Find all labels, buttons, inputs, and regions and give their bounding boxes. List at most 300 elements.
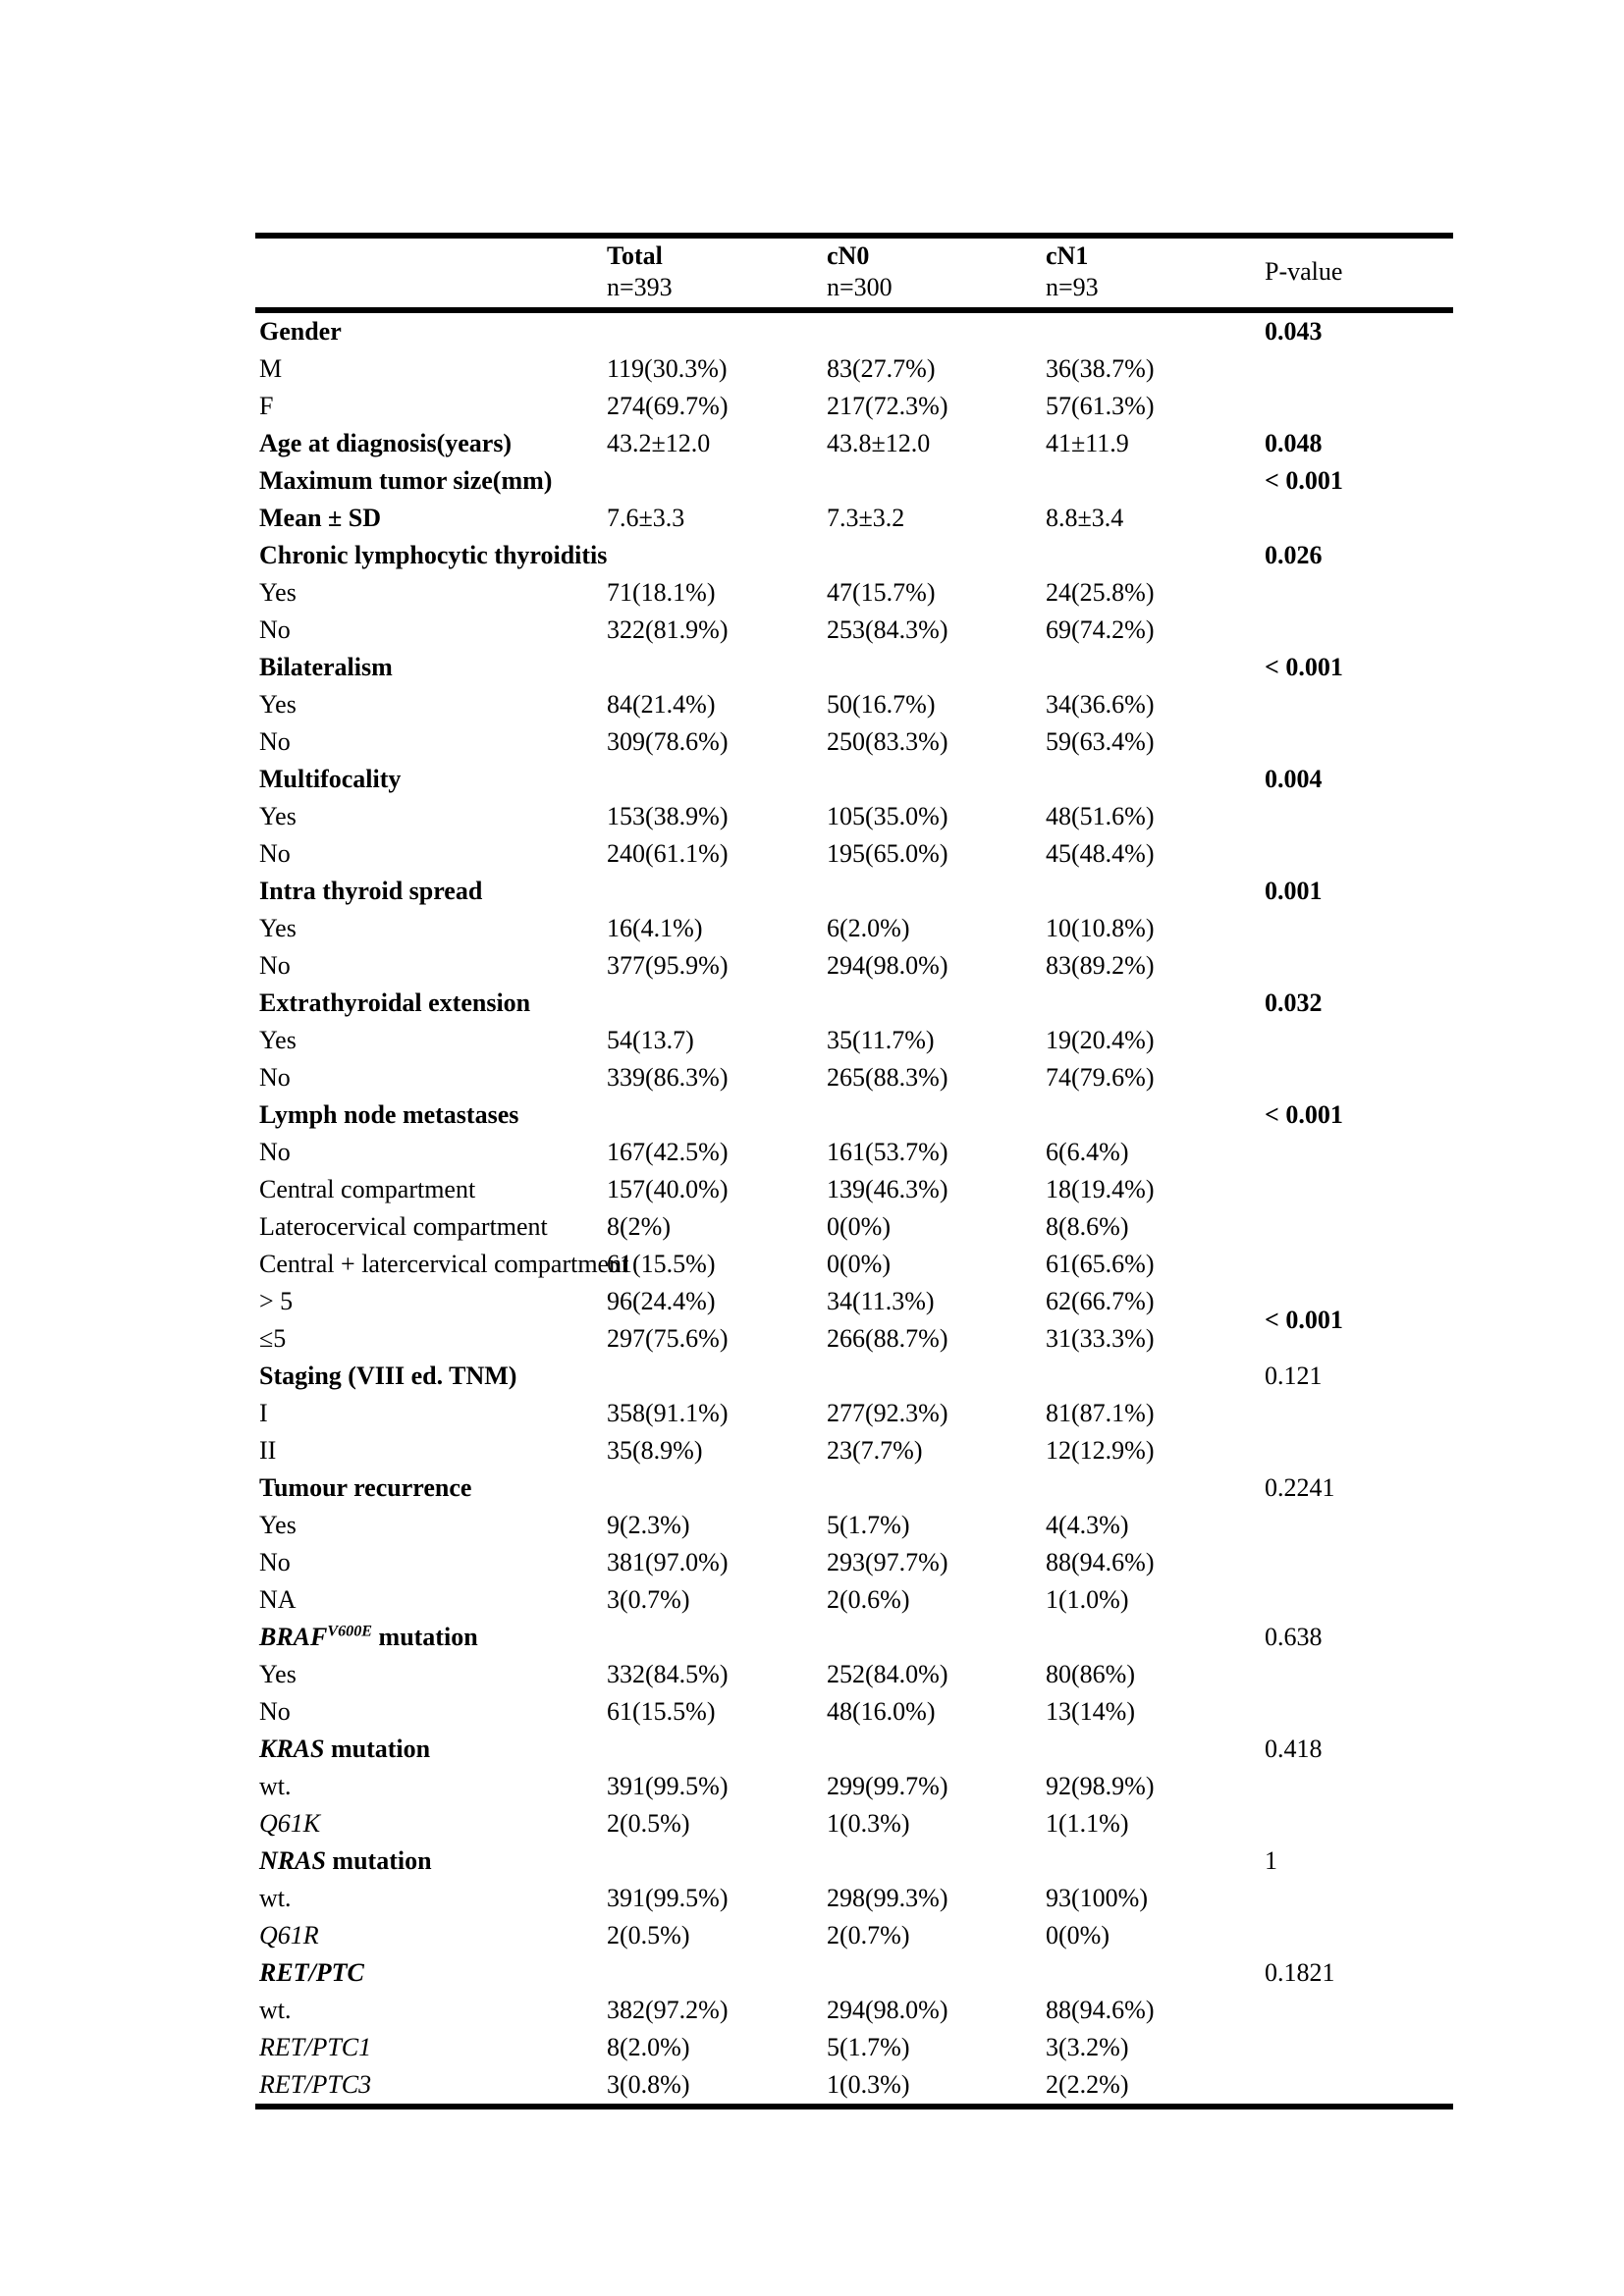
cell-p-value: [1265, 910, 1453, 947]
table-row: [255, 1134, 1453, 1171]
cell-p-value: [1265, 612, 1453, 649]
cell-total: 61(15.5%): [607, 1250, 716, 1278]
table-row: [255, 1805, 1453, 1842]
cell-total: 2(0.5%): [607, 1809, 690, 1838]
row-label: [255, 1507, 607, 1544]
cell-cn1: 31(33.3%): [1046, 1324, 1155, 1353]
row-label-text: Yes: [259, 1026, 297, 1054]
row-label: [255, 947, 607, 985]
row-label-text: wt.: [259, 1996, 292, 2024]
row-label-text: No: [259, 1063, 291, 1092]
cell-total: [607, 1954, 827, 1992]
cell-cn1: 6(6.4%): [1046, 1138, 1129, 1166]
cell-cn0: 1(0.3%): [827, 1809, 910, 1838]
cell-p-value: 0.1821: [1265, 1958, 1335, 1987]
cell-p-value: [1265, 1581, 1453, 1619]
row-label-text: Yes: [259, 914, 297, 942]
cell-cn0: [827, 985, 1046, 1022]
row-label: [255, 1469, 607, 1507]
cell-cn0: 34(11.3%): [827, 1287, 935, 1315]
cell-p-value: [1265, 1544, 1453, 1581]
cell-cn1: 8.8±3.4: [1046, 504, 1124, 532]
cell-cn1: 81(87.1%): [1046, 1399, 1155, 1427]
cell-total: [607, 1731, 827, 1768]
row-label-text: No: [259, 727, 291, 756]
cell-p-value: [1265, 1693, 1453, 1731]
row-label: [255, 350, 607, 388]
table-header: [255, 236, 1453, 310]
cell-total: [607, 1842, 827, 1880]
cell-cn0: 47(15.7%): [827, 578, 936, 607]
row-label: [255, 1059, 607, 1096]
row-label-text: Staging (VIII ed. TNM): [259, 1362, 517, 1390]
row-label: [255, 1358, 607, 1395]
row-label: [255, 537, 607, 574]
cell-total: 9(2.3%): [607, 1511, 690, 1539]
table-row: [255, 1656, 1453, 1693]
cell-p-value: [1265, 350, 1453, 388]
cell-cn0: 2(0.7%): [827, 1921, 910, 1949]
row-label: [255, 1320, 607, 1358]
table-row: [255, 947, 1453, 985]
cell-cn1: [1046, 1731, 1265, 1768]
header-cn1-n: n=93: [1046, 273, 1099, 301]
cell-total: 382(97.2%): [607, 1996, 729, 2024]
row-label-text: NRAS: [259, 1846, 326, 1875]
cell-total: 339(86.3%): [607, 1063, 729, 1092]
cell-cn1: 59(63.4%): [1046, 727, 1155, 756]
cell-cn1: 1(1.0%): [1046, 1585, 1129, 1614]
cell-cn1: 61(65.6%): [1046, 1250, 1155, 1278]
cell-cn1: [1046, 462, 1265, 500]
cell-cn0: 7.3±3.2: [827, 504, 905, 532]
clinical-characteristics-table: [255, 233, 1453, 2109]
cell-cn1: [1046, 537, 1265, 574]
row-label-text: Lymph node metastases: [259, 1100, 519, 1129]
cell-cn0: [827, 761, 1046, 798]
cell-cn1: 18(19.4%): [1046, 1175, 1155, 1203]
cell-p-value: [1265, 1246, 1453, 1283]
cell-cn0: [827, 1731, 1046, 1768]
row-label-text: RET/PTC1: [259, 2033, 372, 2061]
cell-total: [607, 985, 827, 1022]
row-label: [255, 910, 607, 947]
row-label-text: No: [259, 615, 291, 644]
cell-cn1: 62(66.7%): [1046, 1287, 1155, 1315]
cell-p-value: 0.026: [1265, 541, 1323, 569]
cell-cn0: 294(98.0%): [827, 951, 948, 980]
cell-total: 96(24.4%): [607, 1287, 716, 1315]
table-row: [255, 2066, 1453, 2107]
row-label: [255, 310, 607, 350]
cell-p-value: [1265, 1432, 1453, 1469]
row-label-text: KRAS: [259, 1735, 325, 1763]
row-label: [255, 2029, 607, 2066]
table-row: [255, 1842, 1453, 1880]
cell-total: 7.6±3.3: [607, 504, 685, 532]
cell-cn0: 1(0.3%): [827, 2070, 910, 2099]
cell-cn1: 83(89.2%): [1046, 951, 1155, 980]
row-label: [255, 1096, 607, 1134]
cell-cn1: [1046, 1619, 1265, 1656]
table-row: [255, 1096, 1453, 1134]
row-label: [255, 1134, 607, 1171]
table-row: [255, 1059, 1453, 1096]
cell-cn0: 5(1.7%): [827, 1511, 910, 1539]
cell-p-value: 0.004: [1265, 765, 1323, 793]
cell-cn1: 2(2.2%): [1046, 2070, 1129, 2099]
cell-cn1: 0(0%): [1046, 1921, 1110, 1949]
cell-p-value: [1265, 2029, 1453, 2066]
table-row: [255, 2029, 1453, 2066]
row-label-text: II: [259, 1436, 277, 1465]
cell-total: [607, 1096, 827, 1134]
cell-p-value: [1265, 1992, 1453, 2029]
row-label: [255, 574, 607, 612]
cell-cn0: 23(7.7%): [827, 1436, 923, 1465]
row-label-text: > 5: [259, 1287, 294, 1315]
cell-total: 332(84.5%): [607, 1660, 729, 1688]
row-label-text: wt.: [259, 1884, 292, 1912]
cell-cn0: [827, 310, 1046, 350]
row-label-text: I: [259, 1399, 268, 1427]
table-row: [255, 537, 1453, 574]
cell-p-value: [1265, 1395, 1453, 1432]
cell-cn0: 0(0%): [827, 1250, 891, 1278]
row-label: [255, 1022, 607, 1059]
row-label: [255, 1805, 607, 1842]
cell-cn0: 294(98.0%): [827, 1996, 948, 2024]
cell-total: 240(61.1%): [607, 839, 729, 868]
cell-total: [607, 310, 827, 350]
header-empty-cell: [255, 236, 607, 310]
cell-p-value: 0.043: [1265, 317, 1323, 346]
table-row: [255, 1619, 1453, 1656]
cell-p-value: 0.418: [1265, 1735, 1323, 1763]
header-row: [255, 236, 1453, 310]
cell-cn0: [827, 1954, 1046, 1992]
header-total: [607, 236, 827, 310]
cell-cn0: 43.8±12.0: [827, 429, 931, 457]
cell-total: 54(13.7): [607, 1026, 694, 1054]
cell-total: 8(2%): [607, 1212, 671, 1241]
row-label-text: No: [259, 1697, 291, 1726]
row-label: [255, 686, 607, 723]
cell-cn0: 293(97.7%): [827, 1548, 948, 1576]
header-cn0-n: n=300: [827, 273, 893, 301]
cell-total: 8(2.0%): [607, 2033, 690, 2061]
cell-cn0: 161(53.7%): [827, 1138, 948, 1166]
table-row: [255, 388, 1453, 425]
row-label-text: Multifocality: [259, 765, 402, 793]
cell-cn1: 93(100%): [1046, 1884, 1148, 1912]
header-cn1-label: cN1: [1046, 241, 1089, 270]
cell-p-value: [1265, 1656, 1453, 1693]
cell-cn0: 265(88.3%): [827, 1063, 948, 1092]
cell-cn1: 10(10.8%): [1046, 914, 1155, 942]
cell-cn1: 24(25.8%): [1046, 578, 1155, 607]
cell-cn1: 74(79.6%): [1046, 1063, 1155, 1092]
cell-cn0: 105(35.0%): [827, 802, 948, 830]
cell-cn1: [1046, 1954, 1265, 1992]
row-label: [255, 388, 607, 425]
cell-p-value: [1265, 798, 1453, 835]
cell-total: [607, 462, 827, 500]
cell-cn0: 298(99.3%): [827, 1884, 948, 1912]
cell-total: [607, 873, 827, 910]
cell-cn1: 34(36.6%): [1046, 690, 1155, 719]
cell-cn0: [827, 1358, 1046, 1395]
row-label: [255, 835, 607, 873]
row-label: [255, 1731, 607, 1768]
row-label-text: Maximum tumor size(mm): [259, 466, 553, 495]
table-row: [255, 462, 1453, 500]
row-label: [255, 1768, 607, 1805]
row-label: [255, 1693, 607, 1731]
table-row: [255, 1992, 1453, 2029]
table-row: [255, 1880, 1453, 1917]
row-label: [255, 649, 607, 686]
cell-total: [607, 1469, 827, 1507]
row-label: [255, 1917, 607, 1954]
table-row: [255, 574, 1453, 612]
cell-p-value: 0.638: [1265, 1623, 1323, 1651]
cell-cn1: [1046, 873, 1265, 910]
row-label: [255, 1581, 607, 1619]
row-label: [255, 1171, 607, 1208]
cell-p-value: [1265, 1059, 1453, 1096]
row-label: [255, 798, 607, 835]
row-label-text: No: [259, 951, 291, 980]
table-row: [255, 910, 1453, 947]
cell-cn0: 250(83.3%): [827, 727, 948, 756]
cell-cn1: [1046, 649, 1265, 686]
row-label: [255, 612, 607, 649]
cell-p-value: 0.2241: [1265, 1473, 1335, 1502]
cell-p-value: [1265, 947, 1453, 985]
cell-cn0: 5(1.7%): [827, 2033, 910, 2061]
cell-p-value: [1265, 1134, 1453, 1171]
cell-total: 322(81.9%): [607, 615, 729, 644]
table-row: [255, 1693, 1453, 1731]
cell-cn0: [827, 462, 1046, 500]
cell-cn0: [827, 1096, 1046, 1134]
cell-p-value: 0.001: [1265, 877, 1323, 905]
cell-cn1: 13(14%): [1046, 1697, 1135, 1726]
cell-total: 2(0.5%): [607, 1921, 690, 1949]
cell-total: 153(38.9%): [607, 802, 729, 830]
cell-cn0: 266(88.7%): [827, 1324, 948, 1353]
row-label-text: RET/PTC: [259, 1958, 364, 1987]
cell-cn1: 92(98.9%): [1046, 1772, 1155, 1800]
cell-total: 119(30.3%): [607, 354, 728, 383]
table-row: [255, 1358, 1453, 1395]
table-row: [255, 425, 1453, 462]
cell-total: [607, 649, 827, 686]
table-row: [255, 1432, 1453, 1469]
table-row: [255, 1768, 1453, 1805]
cell-p-value: 0.048: [1265, 429, 1323, 457]
cell-cn1: [1046, 761, 1265, 798]
cell-cn0: 139(46.3%): [827, 1175, 948, 1203]
cell-cn0: 217(72.3%): [827, 392, 948, 420]
table-body: [255, 310, 1453, 2107]
row-label: [255, 985, 607, 1022]
row-label-text: Q61R: [259, 1921, 319, 1949]
row-label-text: Mean ± SD: [259, 504, 382, 532]
row-label: [255, 500, 607, 537]
cell-p-value: [1265, 2066, 1453, 2107]
cell-cn0: 252(84.0%): [827, 1660, 948, 1688]
cell-p-value: 1: [1265, 1846, 1277, 1875]
header-p-value: P-value: [1265, 236, 1453, 310]
cell-cn0: 277(92.3%): [827, 1399, 948, 1427]
cell-cn1: [1046, 1469, 1265, 1507]
row-label: [255, 723, 607, 761]
cell-cn0: 6(2.0%): [827, 914, 910, 942]
cell-p-value: [1265, 1171, 1453, 1208]
cell-cn1: 8(8.6%): [1046, 1212, 1129, 1241]
row-label-text: Tumour recurrence: [259, 1473, 472, 1502]
cell-total: 84(21.4%): [607, 690, 716, 719]
cell-total: [607, 537, 827, 574]
row-label-text: Chronic lymphocytic thyroiditis: [259, 541, 608, 569]
cell-total: 309(78.6%): [607, 727, 729, 756]
row-label-text: Yes: [259, 578, 297, 607]
cell-p-value: [1265, 686, 1453, 723]
cell-cn1: 48(51.6%): [1046, 802, 1155, 830]
row-label: [255, 761, 607, 798]
cell-p-value: [1265, 1805, 1453, 1842]
cell-cn0: 2(0.6%): [827, 1585, 910, 1614]
cell-p-value: [1265, 500, 1453, 537]
row-label-text: RET/PTC3: [259, 2070, 372, 2099]
row-label: [255, 1880, 607, 1917]
row-label: [255, 1246, 629, 1283]
cell-total: 377(95.9%): [607, 951, 729, 980]
row-label-suffix: mutation: [372, 1623, 478, 1651]
row-label-text: Age at diagnosis(years): [259, 429, 513, 457]
row-label-text: NA: [259, 1585, 297, 1614]
row-label-text: Extrathyroidal extension: [259, 988, 531, 1017]
cell-cn1: 88(94.6%): [1046, 1996, 1155, 2024]
row-label-text: Yes: [259, 802, 297, 830]
table-row: [255, 835, 1453, 873]
cell-cn0: 83(27.7%): [827, 354, 936, 383]
cell-cn0: 195(65.0%): [827, 839, 948, 868]
header-cn0: [827, 236, 1046, 310]
cell-p-value: < 0.001: [1265, 653, 1343, 681]
row-label-text: Central + latercervical compartment: [259, 1250, 629, 1278]
table-row: [255, 1208, 1453, 1246]
table-row: [255, 1581, 1453, 1619]
row-label-text: BRAF: [259, 1623, 328, 1651]
row-label: [255, 2066, 607, 2107]
cell-cn1: 45(48.4%): [1046, 839, 1155, 868]
row-label-superscript: V600E: [327, 1623, 373, 1640]
row-label-text: Bilateralism: [259, 653, 393, 681]
cell-cn1: [1046, 310, 1265, 350]
cell-cn0: [827, 1469, 1046, 1507]
header-cn0-label: cN0: [827, 241, 870, 270]
cell-p-value: < 0.001: [1265, 1306, 1343, 1334]
cell-p-value: 0.032: [1265, 988, 1323, 1017]
cell-total: 381(97.0%): [607, 1548, 729, 1576]
table-row: [255, 1171, 1453, 1208]
table-row: [255, 1917, 1453, 1954]
cell-cn1: 4(4.3%): [1046, 1511, 1129, 1539]
row-label-suffix: mutation: [324, 1735, 431, 1763]
cell-cn0: 50(16.7%): [827, 690, 936, 719]
row-label-text: No: [259, 1138, 291, 1166]
cell-p-value: 0.121: [1265, 1362, 1323, 1390]
cell-total: [607, 1619, 827, 1656]
cell-total: 157(40.0%): [607, 1175, 729, 1203]
row-label: [255, 462, 607, 500]
cell-total: 61(15.5%): [607, 1697, 716, 1726]
cell-cn0: [827, 873, 1046, 910]
cell-cn0: 48(16.0%): [827, 1697, 936, 1726]
table-row: [255, 873, 1453, 910]
cell-total: 43.2±12.0: [607, 429, 711, 457]
row-label: [255, 1432, 607, 1469]
cell-total: 358(91.1%): [607, 1399, 729, 1427]
table-row: [255, 1283, 1453, 1320]
cell-cn1: [1046, 1096, 1265, 1134]
cell-cn0: 253(84.3%): [827, 615, 948, 644]
cell-cn0: 0(0%): [827, 1212, 891, 1241]
table-row: [255, 612, 1453, 649]
cell-total: 35(8.9%): [607, 1436, 703, 1465]
table-row: [255, 1469, 1453, 1507]
cell-cn1: [1046, 1842, 1265, 1880]
row-label: [255, 1395, 607, 1432]
row-label-suffix: mutation: [325, 1846, 432, 1875]
cell-cn1: 1(1.1%): [1046, 1809, 1129, 1838]
cell-p-value: [1265, 1208, 1453, 1246]
row-label-text: wt.: [259, 1772, 292, 1800]
row-label-text: Yes: [259, 1660, 297, 1688]
cell-cn1: 80(86%): [1046, 1660, 1135, 1688]
cell-cn1: 3(3.2%): [1046, 2033, 1129, 2061]
cell-cn1: 69(74.2%): [1046, 615, 1155, 644]
cell-cn1: 36(38.7%): [1046, 354, 1155, 383]
row-label-text: No: [259, 1548, 291, 1576]
cell-p-value: [1265, 1768, 1453, 1805]
cell-p-value: [1265, 835, 1453, 873]
cell-cn0: 299(99.7%): [827, 1772, 948, 1800]
cell-cn1: [1046, 1358, 1265, 1395]
table-row: [255, 1507, 1453, 1544]
cell-p-value: [1265, 1022, 1453, 1059]
cell-total: 3(0.7%): [607, 1585, 690, 1614]
cell-cn1: 19(20.4%): [1046, 1026, 1155, 1054]
header-total-label: Total: [607, 241, 663, 270]
cell-total: 3(0.8%): [607, 2070, 690, 2099]
row-label-text: No: [259, 839, 291, 868]
row-label-text: Gender: [259, 317, 342, 346]
cell-total: 297(75.6%): [607, 1324, 729, 1353]
table-row: [255, 1246, 1453, 1283]
cell-cn0: 35(11.7%): [827, 1026, 935, 1054]
cell-cn0: [827, 537, 1046, 574]
cell-total: [607, 1358, 827, 1395]
table-row: [255, 1731, 1453, 1768]
table-row: [255, 985, 1453, 1022]
table-row: [255, 649, 1453, 686]
table-row: [255, 723, 1453, 761]
row-label: [255, 1992, 607, 2029]
